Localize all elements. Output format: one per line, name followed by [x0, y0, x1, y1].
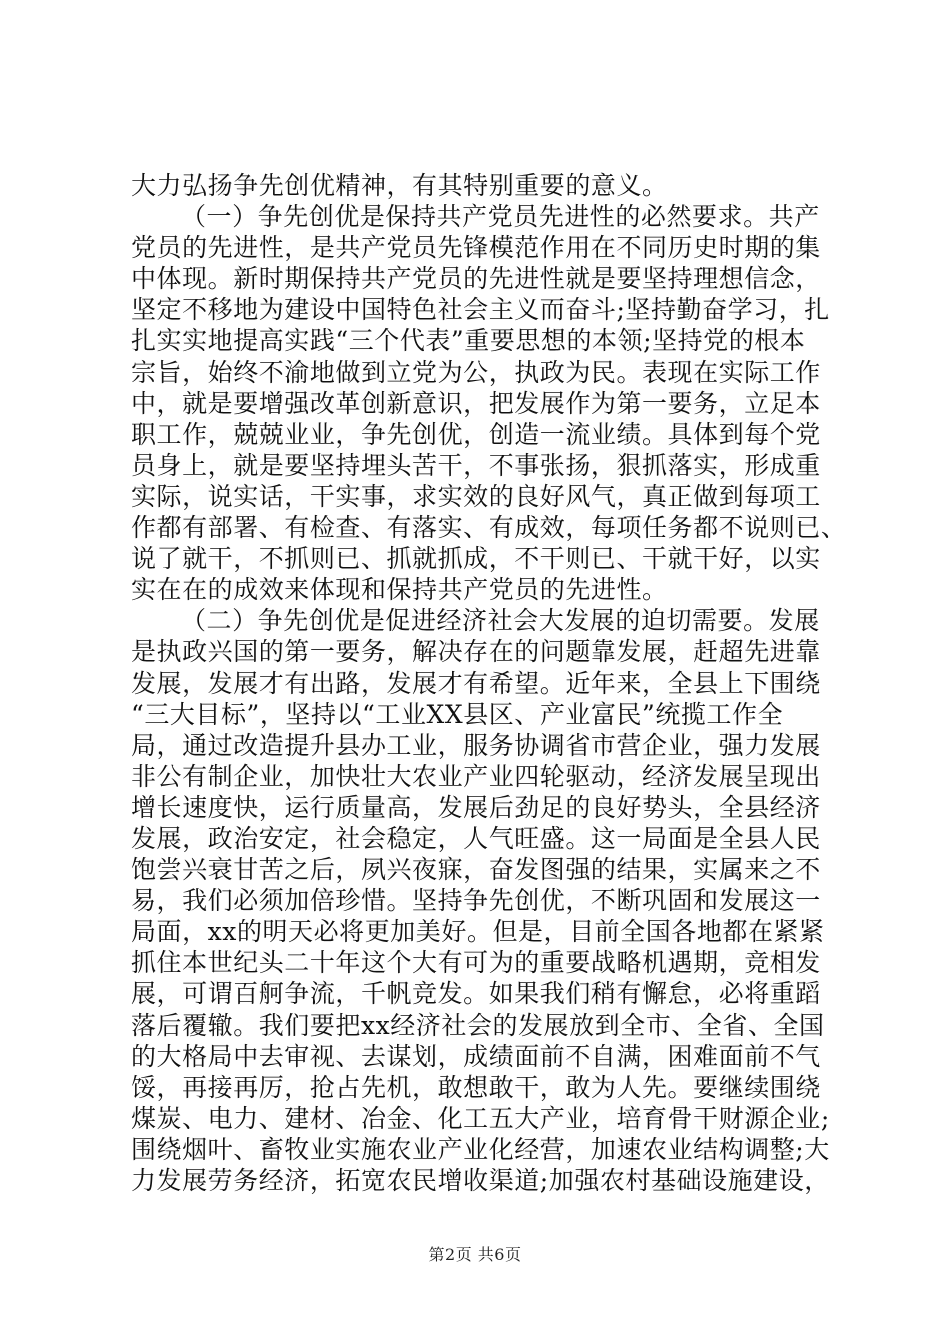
text-line: （二）争先创优是促进经济社会大发展的迫切需要。发展: [181, 606, 820, 636]
text-line: 扎实实地提高实践“三个代表”重要思想的本领;坚持党的根本: [131, 326, 806, 356]
paragraph-intro-tail: [131, 170, 825, 201]
page-number-footer: 第2页 共6页: [428, 1245, 522, 1264]
text-line: 局面，xx的明天必将更加美好。但是，目前全国各地都在紧紧: [131, 917, 825, 947]
text-line: （一）争先创优是保持共产党员先进性的必然要求。共产: [181, 202, 820, 232]
text-line: 抓住本世纪头二十年这个大有可为的重要战略机遇期，竞相发: [131, 948, 821, 978]
text-line: 作都有部署、有检查、有落实、有成效，每项任务都不说则已、: [131, 513, 847, 543]
text-line: 实际，说实话，干实事，求实效的良好风气，真正做到每项工: [131, 481, 821, 511]
text-line: 的大格局中去审视、去谋划，成绩面前不自满，困难面前不气: [131, 1041, 821, 1071]
text-line: 增长速度快，运行质量高，发展后劲足的良好势头，全县经济: [131, 792, 821, 822]
text-line: 易，我们必须加倍珍惜。坚持争先创优，不断巩固和发展这一: [131, 886, 821, 916]
text-line: 围绕烟叶、畜牧业实施农业产业化经营，加速农业结构调整;大: [131, 1134, 830, 1164]
text-line: 党员的先进性，是共产党员先锋模范作用在不同历史时期的集: [131, 233, 821, 263]
text-line: 是执政兴国的第一要务，解决存在的问题靠发展，赶超先进靠: [131, 637, 821, 667]
text-line: 煤炭、电力、建材、冶金、化工五大产业，培育骨干财源企业;: [131, 1103, 830, 1133]
text-line: 力发展劳务经济，拓宽农民增收渠道;加强农村基础设施建设，: [131, 1166, 830, 1195]
text-line: 职工作，兢兢业业，争先创优，创造一流业绩。具体到每个党: [131, 419, 821, 449]
text-line: 展，可谓百舸争流，千帆竞发。如果我们稍有懈怠，必将重蹈: [131, 979, 821, 1009]
text-line: 实在在的成效来体现和保持共产党员的先进性。: [131, 575, 668, 605]
text-line: “三大目标”，坚持以“工业XX县区、产业富民”统揽工作全: [131, 699, 784, 729]
text-line: 馁，再接再厉，抢占先机，敢想敢干，敢为人先。要继续围绕: [131, 1072, 821, 1102]
text-line: 局，通过改造提升县办工业，服务协调省市营企业，强力发展: [131, 730, 821, 760]
text-line: 中体现。新时期保持共产党员的先进性就是要坚持理想信念，: [131, 264, 821, 294]
text-line: 发展，政治安定，社会稳定，人气旺盛。这一局面是全县人民: [131, 823, 821, 853]
paragraph-section-one: [131, 201, 847, 605]
text-line: 员身上，就是要坚持埋头苦干，不事张扬，狠抓落实，形成重: [131, 450, 821, 480]
text-line: 发展，发展才有出路，发展才有希望。近年来，全县上下围绕: [131, 668, 821, 698]
text-line: 说了就干，不抓则已、抓就抓成，不干则已、干就干好，以实: [131, 544, 821, 574]
paragraph-section-two: [131, 605, 830, 1196]
text-line: 饱尝兴衰甘苦之后，夙兴夜寐，奋发图强的结果，实属来之不: [131, 855, 821, 885]
text-line: 中，就是要增强改革创新意识，把发展作为第一要务，立足本: [131, 388, 821, 418]
text-line: 坚定不移地为建设中国特色社会主义而奋斗;坚持勤奋学习，扎: [131, 295, 830, 325]
text-line: 宗旨，始终不渝地做到立党为公，执政为民。表现在实际工作: [131, 357, 821, 387]
text-line: 大力弘扬争先创优精神，有其特别重要的意义。: [131, 171, 668, 200]
document-body: [131, 170, 847, 1196]
text-line: 非公有制企业，加快壮大农业产业四轮驱动，经济发展呈现出: [131, 761, 821, 791]
text-line: 落后覆辙。我们要把xx经济社会的发展放到全市、全省、全国: [131, 1010, 825, 1040]
